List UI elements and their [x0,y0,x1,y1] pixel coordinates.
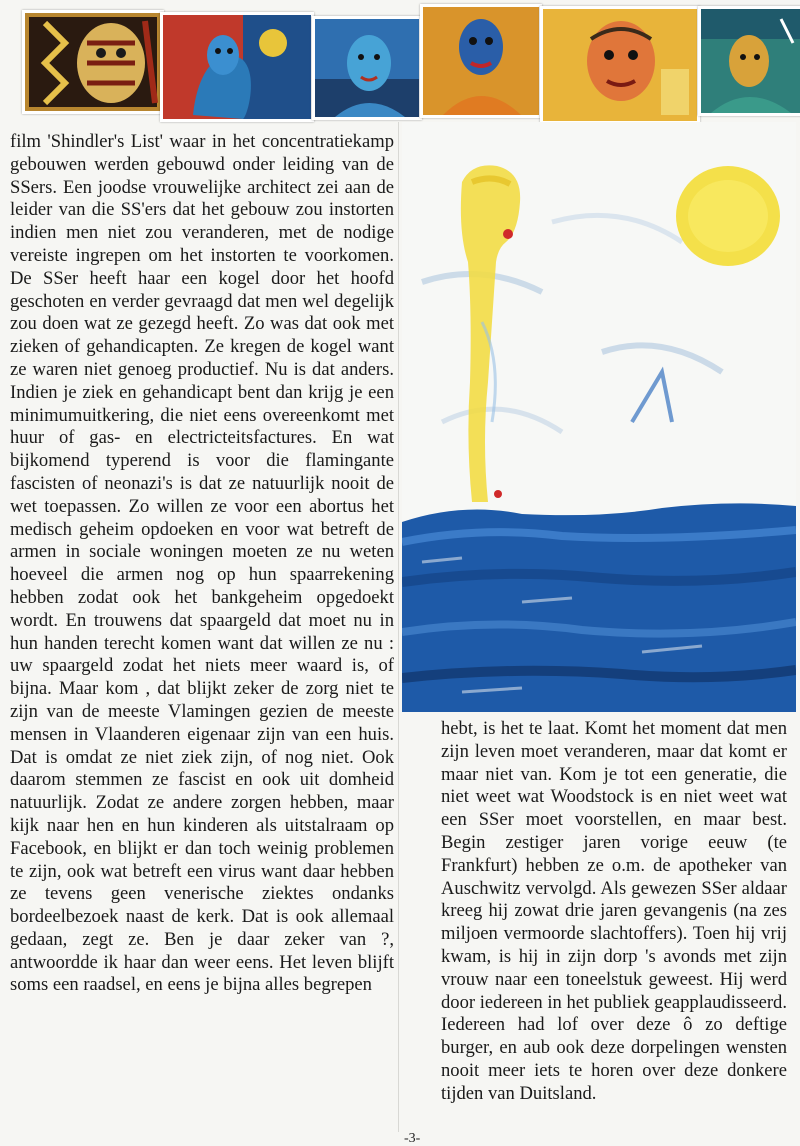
article-text-left: film 'Shindler's List' waar in het concentratiekamp gebouwen werden gebouwd onder leiding van de SSers. Een joodse vrouwelijke architect zei aan de leider van die SS'ers dat het gebouw zou instorten indien men niet zou veranderen, met de nodige vereiste ingrepen om het instorten te voorkomen. De SSer heeft haar een kogel door het hoofd geschoten en verder gevraagd dat men wel degelijk zou doen wat ze gezegd heeft. Zo was dat ook met zieken of gehandicapten. Ze kregen de kogel want ze waren niet genoeg productief. Nu is dat anders. Indien je ziek en gehandicapt bent dan krijg je een minimumuitkering, die niet eens overeenkomt met huur of gas- en electricteitsfactures. En wat bijkomend typerend is voor die flamingante fascisten of neonazi's is dat ze natuurlijk nooit de wet toepassen. Zo willen ze voor een abortus het medisch geheim opdoeken en voor wat betreft de armen in sociale woningen moeten ze nu weten hoeveel die armen nog op hun spaarrekening hebben zodat ook het bankgeheim opgedoekt wordt. En trouwens dat spaargeld dat moet nu in hun handen terecht komen want dat willen ze nu : uw spaargeld zodat het niets meer waard is, of bijna. Maar kom , dat blijkt zeker de zorg niet te zijn van de meeste Vlamingen gezien de meeste mensen in Vlaanderen eigenaar zijn van een huis. Dat is omdat ze niet ziek zijn, of nog niet. Ook daarom stemmen ze fascist en ook uit domheid natuurlijk. Zodat ze andere zorgen hebben, maar kijk naar hen en hun kinderen als uitstalraam op Facebook, en blijkt er dan toch weinig problemen te zijn, ook wat betreft een virus want daar hebben ze tevens geen venerische ziektes ondanks bordeelbezoek naast de kerk. Dat is ook allemaal gedaan, zegt ze. Ben je daar zeker van ?, antwoordde ik haar dan weer eens. Het leven blijft soms een raadsel, en eens je bijna alles begrepen [10,131,394,996]
painting-thumbnail-strip [0,0,800,122]
sea-sun-figure-painting-icon [402,122,796,712]
article-right-column [441,718,787,1138]
article-left-column [10,131,394,1136]
blue-face-painting-icon [312,16,422,120]
page-number: -3- [404,1131,421,1146]
blue-figure-painting-icon [160,12,314,122]
orange-face-painting-icon [540,6,700,124]
tribal-mask-painting-icon [22,10,164,114]
teal-figure-painting-icon [698,6,800,116]
article-text-right: hebt, is het te laat. Komt het moment dat men zijn leven moet veranderen, maar dat komt er maar niet van. Kom je tot een generatie, die niet weet wat Woodstock is en niet weet wat een SSer moet voorstellen, en maar best. Begin zestiger jaren vorige eeuw (te Frankfurt) hebben ze o.m. de apotheker van Auschwitz vervolgd. Als gewezen SSer aldaar kreeg hij zowat drie jaren gevangenis (na zes miljoen vermoorde slachtoffers). Toen hij vrij kwam, is hij in zijn dorp 's avonds met zijn vrouw naar een toneelstuk geweest. Hij werd door iedereen in het publiek geapplaudisseerd. Iedereen had lof over deze ô zo deftige burger, en aub ook deze dorpelingen wensten nooit meer iets te horen over deze donkere tijden van Duitsland. [441,718,787,1104]
column-divider [398,122,399,1132]
blue-red-figure-painting-icon [420,4,542,118]
